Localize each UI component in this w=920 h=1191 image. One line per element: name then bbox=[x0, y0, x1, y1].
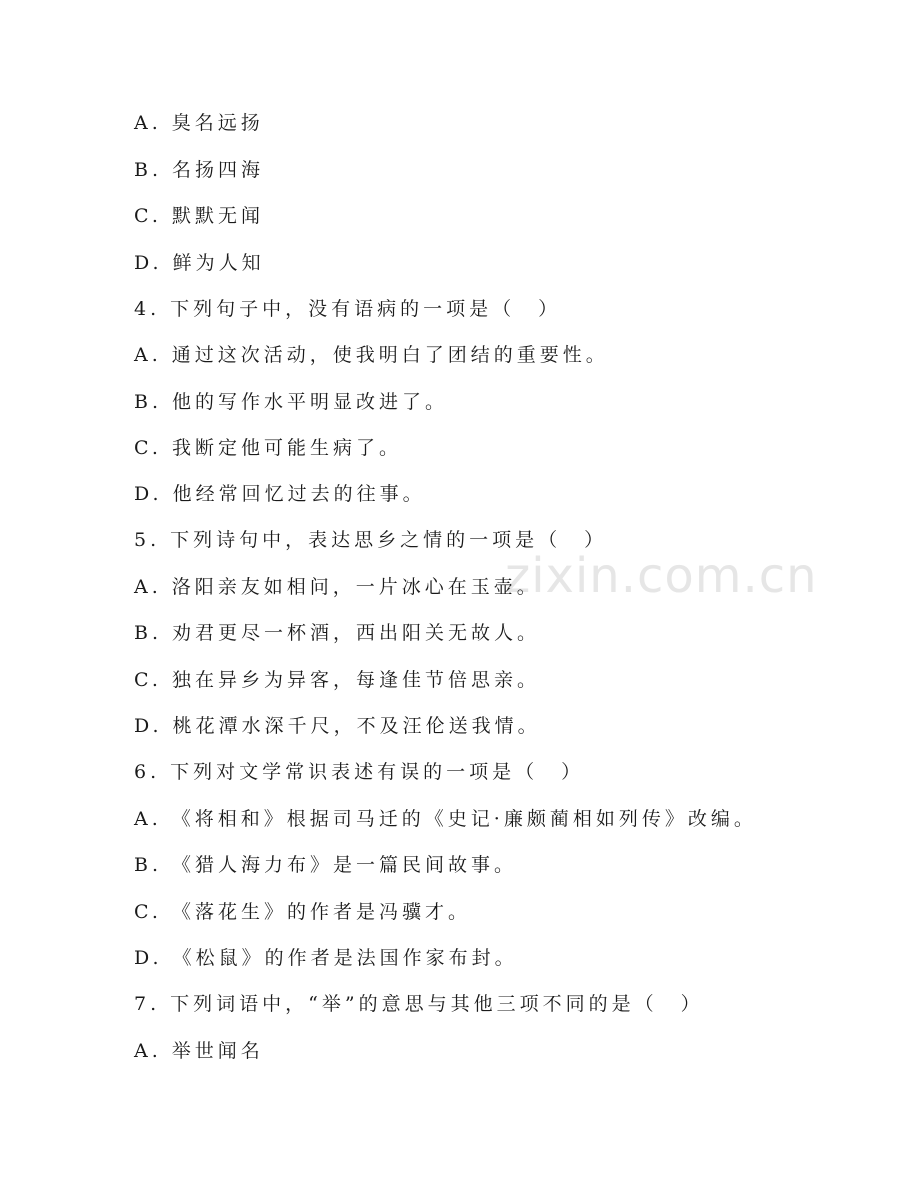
option-line: A. 举世闻名 bbox=[134, 1040, 264, 1062]
option-line: A. 通过这次活动，使我明白了团结的重要性。 bbox=[134, 344, 609, 366]
option-line: B. 名扬四海 bbox=[134, 159, 265, 181]
question-line: 7. 下列词语中，“举”的意思与其他三项不同的是（ ） bbox=[134, 993, 704, 1015]
option-line: D. 鲜为人知 bbox=[134, 252, 265, 274]
option-line: A. 洛阳亲友如相问，一片冰心在玉壶。 bbox=[134, 576, 540, 598]
option-line: C. 我断定他可能生病了。 bbox=[134, 437, 402, 459]
option-line: A. 《将相和》根据司马迁的《史记·廉颇蔺相如列传》改编。 bbox=[134, 808, 757, 830]
option-line: B. 《猎人海力布》是一篇民间故事。 bbox=[134, 854, 518, 876]
option-line: C. 独在异乡为异客，每逢佳节倍思亲。 bbox=[134, 669, 540, 691]
watermark: zixin.com.cn bbox=[505, 548, 818, 604]
question-line: 5. 下列诗句中，表达思乡之情的一项是（ ） bbox=[134, 529, 608, 551]
option-line: D. 《松鼠》的作者是法国作家布封。 bbox=[134, 947, 518, 969]
option-line: A. 臭名远扬 bbox=[134, 112, 264, 134]
option-line: C. 默默无闻 bbox=[134, 205, 264, 227]
question-line: 6. 下列对文学常识表述有误的一项是（ ） bbox=[134, 761, 585, 783]
option-line: B. 他的写作水平明显改进了。 bbox=[134, 391, 449, 413]
option-line: C. 《落花生》的作者是冯骥才。 bbox=[134, 901, 471, 923]
option-line: B. 劝君更尽一杯酒，西出阳关无故人。 bbox=[134, 622, 541, 644]
option-line: D. 他经常回忆过去的往事。 bbox=[134, 483, 426, 505]
question-line: 4. 下列句子中，没有语病的一项是（ ） bbox=[134, 298, 562, 320]
option-line: D. 桃花潭水深千尺，不及汪伦送我情。 bbox=[134, 715, 541, 737]
